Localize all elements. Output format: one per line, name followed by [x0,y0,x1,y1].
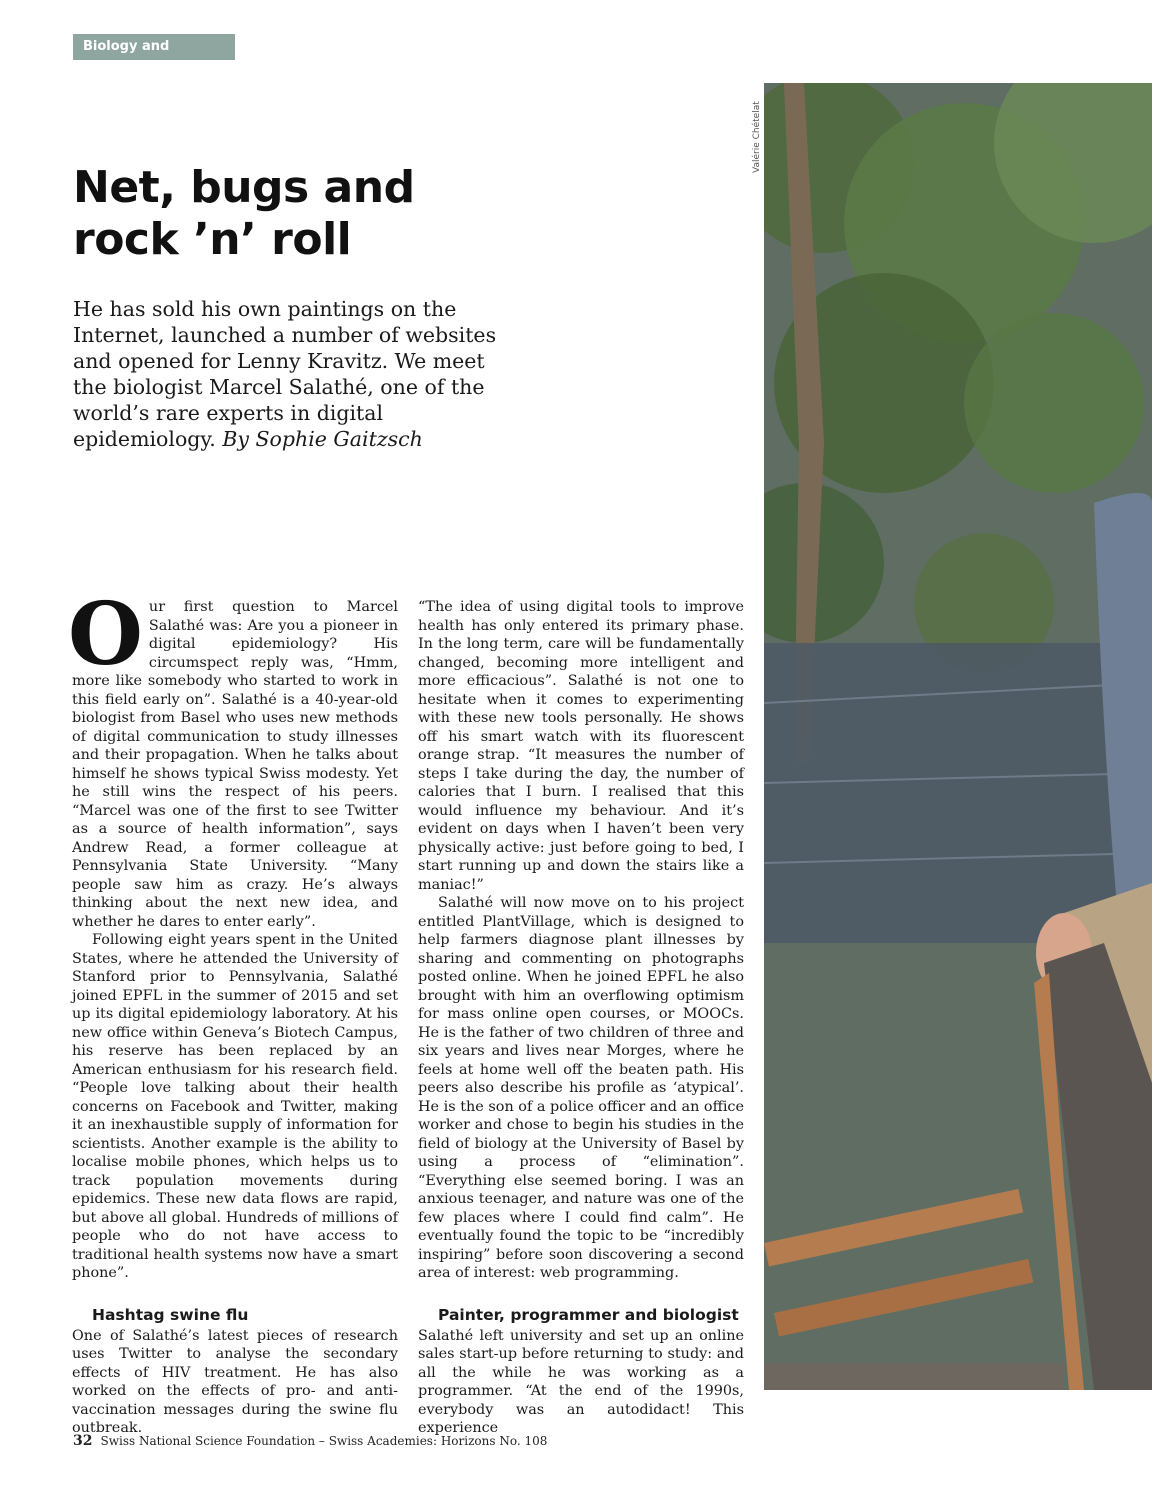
byline: By Sophie Gaitzsch [222,427,423,451]
lead-text: He has sold his own paintings on the Internet, launched a number of websites and opened for Lenny Kravitz. We meet the biologist Marcel Salathé, one of the world’s rare experts in digital epidemiology. [73,297,497,451]
article-column-2 [418,598,744,1438]
section-tag: Biology and medicine [73,34,235,60]
footer-publication: Swiss National Science Foundation – Swiss Academies: Horizons No. 108 [100,1434,548,1448]
paragraph-intro [68,584,398,931]
paragraph: Following eight years spent in the United States, where he attended the University of Stanford prior to Pennsylvania, Salathé joined EPFL in the summer of 2015 and set up its digital epidemiology laboratory. At his new office within Geneva’s Biotech Campus, his reserve has been replaced by an American enthusiasm for his research field. “People love talking about their health concerns on Facebook and Twitter, making it an inexhaustible supply of information for scientists. Another example is the ability to localise mobile phones, which helps us to track population movements during epidemics. These new data flows are rapid, but above all global. Hundreds of millions of people who do not have access to traditional health systems now have a smart phone”. [72,932,398,1281]
portrait-photo [764,83,1152,1390]
paragraph: One of Salathé’s latest pieces of research uses Twitter to analyse the secondary effects of HIV treatment. He has also worked on the effects of pro- and anti-vaccination messages during the swine flu outbreak. [72,1327,398,1436]
subheading-painter-programmer-biologist: Painter, programmer and biologist [438,1305,739,1324]
article-column-1 [68,584,398,1438]
paragraph-intro-text: ur first question to Marcel Salathé was: Are you a pioneer in digital epidemiology? His circumspect reply was, “Hmm, more like somebody who started to work in this field early on”. Salathé is a 40-year-old biologist from Basel who uses new methods of digital communication to study illnesses and their propagation. When he talks about himself he shows typical Swiss modesty. Yet he still wins the respect of his peers. “Marcel was one of the first to see Twitter as a source of health information”, says Andrew Read, a former colleague at Pennsylvania State University. “Many people saw him as crazy. He’s always thinking about the next new idea, and whether he dares to enter early”. [72,599,398,930]
drop-cap: O [68,584,143,685]
photo-credit: Valérie Chételat [752,101,762,173]
page-footer [73,1433,673,1449]
paragraph: Salathé left university and set up an online sales start-up before returning to study: and all the while he was working as a programmer. “At the end of the 1990s, everybody was an autodidact! This experience [418,1327,744,1436]
paragraph: Salathé will now move on to his project entitled PlantVillage, which is designed to help farmers diagnose plant illnesses by sharing and commenting on photographs posted online. When he joined EPFL he also brought with him an overflowing optimism for mass online open courses, or MOOCs. He is the father of two children of three and six years and lives near Morges, where he feels at home well off the beaten path. His peers also describe his profile as ‘atypical’. He is the son of a police officer and an office worker and chose to begin his studies in the field of biology at the University of Basel by using a process of “elimination”. “Everything else seemed boring. I was an anxious teenager, and nature was one of the few places where I could find calm”. He eventually found the topic to be “incredibly inspiring” before soon discovering a second area of interest: web programming. [418,895,744,1281]
photo-illustration [764,83,1152,1390]
page-number: 32 [73,1433,93,1449]
article-lead [73,296,523,452]
subheading-hashtag-swine-flu: Hashtag swine flu [92,1305,249,1324]
title-line-1: Net, bugs and [73,162,415,213]
title-line-2: rock ’n’ roll [73,214,352,265]
article-title [73,162,493,266]
paragraph: “The idea of using digital tools to improve health has only entered its primary phase. In the long term, care will be fundamentally changed, becoming more intelligent and more efficacious”. Salathé is not one to hesitate when it comes to experimenting with these new tools personally. He shows off his smart watch with its fluorescent orange strap. “It measures the number of steps I take during the day, the number of calories that I burn. I realised that this would influence my behaviour. And it’s evident on days when I haven’t been very physically active: just before going to bed, I start running up and down the stairs like a maniac!” [418,599,744,893]
